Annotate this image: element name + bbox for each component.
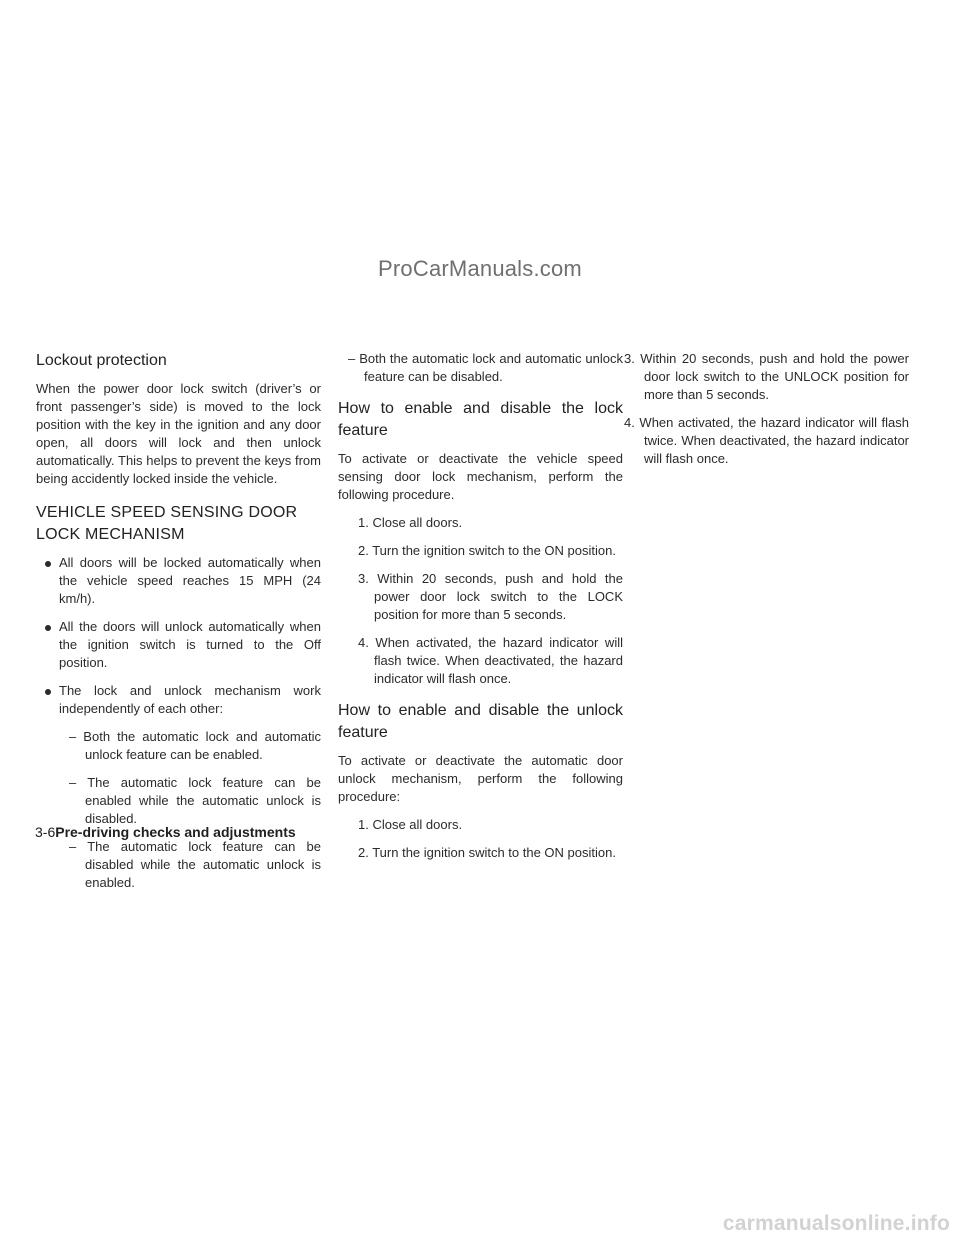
step-item: 4. When activated, the hazard indicator will flash twice. When deactivated, the hazard indicator will flash once. (358, 635, 623, 686)
page-footer (35, 823, 296, 841)
unlock-feature-intro: To activate or deactivate the automatic door unlock mechanism, perform the following procedure: (338, 753, 623, 804)
step-item: 1. Close all doors. (358, 817, 463, 832)
vssdl-heading (36, 502, 321, 546)
column-1 (36, 350, 321, 902)
step-item: 2. Turn the ignition switch to the ON position. (358, 845, 616, 860)
step-item: 3. Within 20 seconds, push and hold the power door lock switch to the LOCK position for more than 5 seconds. (358, 571, 623, 622)
column-3 (624, 350, 909, 478)
watermark-top: ProCarManuals.com (378, 256, 582, 281)
lock-feature-intro: To activate or deactivate the vehicle speed sensing door lock mechanism, perform the following procedure. (338, 451, 623, 502)
bullet-dot-icon (45, 689, 51, 695)
lockout-text: When the power door lock switch (driver’s or front passenger’s side) is moved to the lock position with the key in the ignition and any door open, all doors will lock and then unlock automatically. This helps to prevent the keys from being accidently locked inside the vehicle. (36, 381, 321, 486)
lockout-heading: Lockout protection (36, 352, 167, 369)
step-item: 2. Turn the ignition switch to the ON position. (358, 543, 616, 558)
lock-feature-heading: How to enable and disable the lock feature (338, 400, 623, 439)
bullet-text: The lock and unlock mechanism work independently of each other: (59, 683, 321, 716)
bullet-dot-icon (45, 561, 51, 567)
vssdl-heading-line2: LOCK MECHANISM (36, 526, 185, 543)
bullet-item (36, 682, 321, 718)
watermark-bottom: carmanualsonline.info (722, 1212, 950, 1235)
bullet-dot-icon (45, 625, 51, 631)
step-item: 4. When activated, the hazard indicator will flash twice. When deactivated, the hazard indicator will flash once. (624, 415, 909, 466)
step-item: 1. Close all doors. (358, 515, 463, 530)
unlock-feature-heading: How to enable and disable the unlock feature (338, 702, 623, 741)
dash-item: – Both the automatic lock and automatic unlock feature can be disabled. (348, 351, 623, 384)
bullet-text: All doors will be locked automatically when the vehicle speed reaches 15 MPH (24 km/h). (59, 555, 321, 606)
dash-item: – The automatic lock feature can be enabled while the automatic unlock is disabled. (69, 775, 321, 826)
bullet-item (36, 554, 321, 608)
column-2 (338, 350, 623, 872)
dash-item: – Both the automatic lock and automatic unlock feature can be enabled. (69, 729, 321, 762)
page-number: 3-6 (35, 824, 56, 840)
dash-item: – The automatic lock feature can be disabled while the automatic unlock is enabled. (69, 839, 321, 890)
bullet-item (36, 618, 321, 672)
section-title: Pre-driving checks and adjustments (55, 824, 296, 840)
step-item: 3. Within 20 seconds, push and hold the power door lock switch to the UNLOCK position for more than 5 seconds. (624, 351, 909, 402)
bullet-text: All the doors will unlock automatically when the ignition switch is turned to the Off position. (59, 619, 321, 670)
vssdl-heading-line1: VEHICLE SPEED SENSING DOOR (36, 504, 298, 521)
